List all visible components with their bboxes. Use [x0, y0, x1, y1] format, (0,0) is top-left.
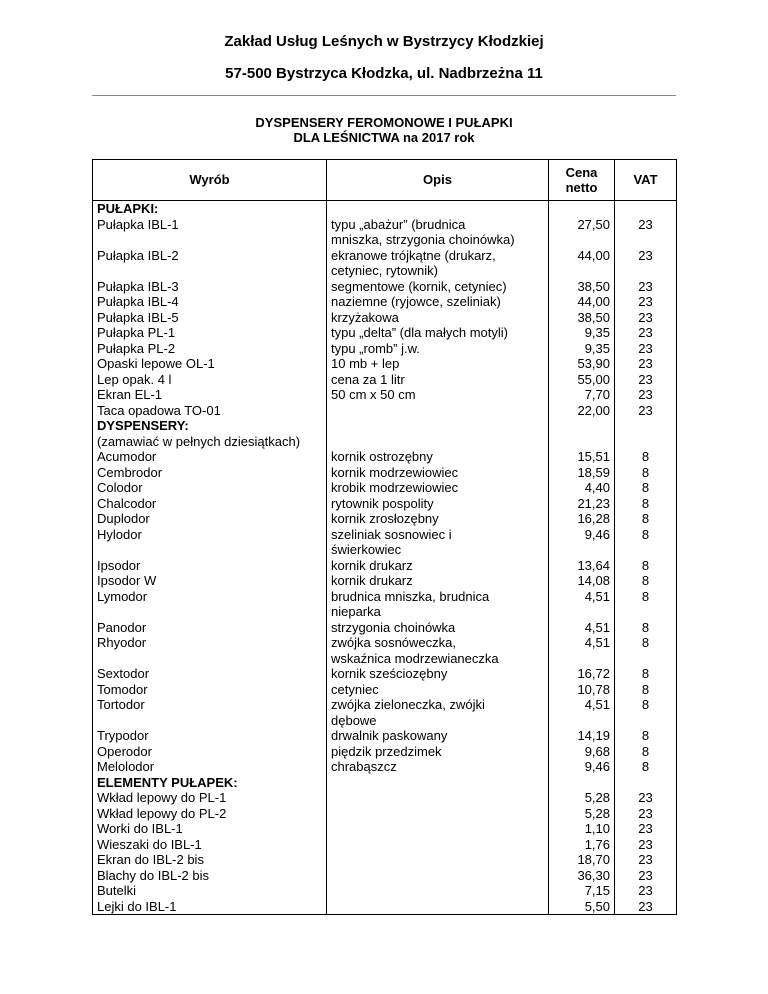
document-title: DYSPENSERY FEROMONOWE I PUŁAPKI	[255, 115, 513, 130]
cell-line: Chalcodor	[97, 495, 157, 511]
cell-line: 7,70	[584, 387, 610, 402]
cell-line: Lep opak. 4 l	[97, 371, 172, 387]
cell-vat	[615, 418, 677, 434]
table-row	[93, 217, 677, 248]
cell-line: 23	[638, 852, 653, 867]
cell-product	[93, 201, 327, 217]
cell-line: 8	[641, 557, 650, 573]
cell-line	[331, 883, 544, 899]
cell-line: Lymodor	[97, 588, 148, 604]
cell-line: dębowe	[331, 712, 377, 728]
cell-line	[331, 821, 544, 837]
cell-line: 14,08	[577, 573, 610, 588]
cell-line: kornik zrosłozębny	[331, 511, 439, 526]
table-row	[93, 434, 677, 450]
cell-line: Pułapka PL-1	[97, 325, 176, 340]
cell-line: 23	[638, 278, 653, 294]
cell-line: 8	[641, 495, 650, 511]
table-row	[93, 728, 677, 775]
cell-net-price	[549, 248, 615, 279]
cell-product	[93, 217, 327, 248]
cell-description	[327, 434, 549, 450]
cell-line	[97, 604, 322, 620]
cell-line: cetyniec	[331, 681, 379, 697]
cell-vat	[615, 434, 677, 450]
cell-line: 8	[641, 526, 650, 542]
cell-line: Blachy do IBL-2 bis	[97, 867, 210, 883]
cell-line: 1,76	[584, 836, 610, 852]
column-header-description: Opis	[327, 160, 549, 201]
cell-line: rytownik pospolity	[331, 495, 434, 511]
cell-line: 4,40	[584, 480, 610, 495]
cell-vat	[615, 620, 677, 667]
cell-vat	[615, 790, 677, 915]
cell-product	[93, 775, 327, 791]
cell-description	[327, 217, 549, 248]
cell-line: DYSPENSERY:	[97, 418, 189, 433]
cell-line: 4,51	[584, 635, 610, 650]
cell-product	[93, 248, 327, 279]
cell-line: 27,50	[577, 216, 610, 232]
cell-line: 23	[638, 340, 653, 356]
cell-line: wskaźnica modrzewianeczka	[331, 650, 499, 666]
cell-line: 8	[641, 697, 650, 712]
cell-line: typu „abażur” (brudnica	[331, 216, 466, 232]
cell-line: szeliniak sosnowiec i	[331, 526, 452, 542]
cell-line: 23	[638, 790, 653, 805]
cell-line: 8	[641, 573, 650, 588]
cell-line: 44,00	[577, 294, 610, 309]
cell-line: 23	[638, 821, 653, 836]
company-name: Zakład Usług Leśnych w Bystrzycy Kłodzkiej	[224, 33, 544, 50]
cell-line	[97, 651, 322, 667]
cell-line: kornik sześciozębny	[331, 666, 448, 681]
cell-description	[327, 248, 549, 279]
cell-product	[93, 558, 327, 620]
table-row	[93, 201, 677, 217]
cell-line: 18,70	[577, 852, 610, 867]
cell-line: 9,68	[584, 743, 610, 759]
cell-line: krobik modrzewiowiec	[331, 480, 459, 495]
cell-line	[331, 418, 544, 434]
table-row	[93, 279, 677, 419]
cell-line: Ekran EL-1	[97, 387, 163, 402]
cell-line: Wkład lepowy do PL-2	[97, 805, 227, 821]
cell-line: 1,10	[584, 821, 610, 836]
cell-product	[93, 728, 327, 775]
document-subtitle: DLA LEŚNICTWA na 2017 rok	[293, 130, 475, 145]
cell-line	[331, 837, 544, 853]
cell-line: Melolodor	[97, 759, 155, 774]
cell-line: 23	[638, 898, 653, 914]
cell-line	[553, 775, 610, 791]
cell-line: 23	[638, 402, 653, 418]
cell-line: kornik modrzewiowiec	[331, 464, 459, 480]
cell-description	[327, 558, 549, 620]
table-row	[93, 449, 677, 558]
cell-description	[327, 449, 549, 558]
cell-line: 22,00	[577, 402, 610, 418]
cell-line: Worki do IBL-1	[97, 821, 183, 836]
cell-vat	[615, 279, 677, 419]
cell-line	[97, 232, 322, 248]
cell-net-price	[549, 418, 615, 434]
cell-line: brudnica mniszka, brudnica	[331, 588, 490, 604]
cell-line: 23	[638, 387, 653, 402]
cell-line: Operodor	[97, 743, 152, 759]
cell-line: ELEMENTY PUŁAPEK:	[97, 774, 238, 790]
cell-line: 5,50	[584, 898, 610, 914]
column-header-product: Wyrób	[93, 160, 327, 201]
cell-line	[553, 713, 610, 729]
cell-line: Opaski lepowe OL-1	[97, 356, 215, 371]
cell-line: 50 cm x 50 cm	[331, 387, 416, 402]
cell-description	[327, 620, 549, 667]
cell-line: Acumodor	[97, 449, 157, 464]
table-header-row	[93, 160, 677, 201]
cell-description	[327, 201, 549, 217]
cell-line	[331, 806, 544, 822]
cell-line: Hylodor	[97, 526, 142, 542]
cell-description	[327, 790, 549, 915]
cell-line	[97, 542, 322, 558]
cell-line: 13,64	[577, 557, 610, 573]
cell-line	[553, 542, 610, 558]
cell-line: drwalnik paskowany	[331, 728, 448, 743]
cell-line	[331, 868, 544, 884]
cell-line: Rhyodor	[97, 635, 147, 650]
cell-product	[93, 620, 327, 667]
cell-line: 8	[641, 480, 650, 495]
cell-line	[619, 651, 672, 667]
cell-line: 23	[638, 294, 653, 309]
cell-line: (zamawiać w pełnych dziesiątkach)	[97, 433, 301, 449]
cell-line: mniszka, strzygonia choinówka)	[331, 232, 515, 247]
cell-line: 23	[638, 309, 653, 325]
cell-net-price	[549, 620, 615, 667]
cell-line	[97, 713, 322, 729]
cell-line: 8	[641, 511, 650, 526]
cell-line: 55,00	[577, 371, 610, 387]
cell-line: Tomodor	[97, 681, 148, 697]
cell-net-price	[549, 728, 615, 775]
cell-line	[619, 263, 672, 279]
company-address: 57-500 Bystrzyca Kłodzka, ul. Nadbrzeżna 11	[225, 65, 543, 82]
cell-line: 23	[638, 356, 653, 371]
cell-vat	[615, 728, 677, 775]
cell-description	[327, 728, 549, 775]
cell-line: Pułapka IBL-1	[97, 216, 179, 232]
cell-line: zwójka sosnóweczka,	[331, 635, 456, 650]
cell-product	[93, 279, 327, 419]
cell-line: 4,51	[584, 588, 610, 604]
cell-line: 5,28	[584, 805, 610, 821]
cell-net-price	[549, 434, 615, 450]
cell-line: Ipsodor W	[97, 573, 157, 588]
column-header-vat: VAT	[615, 160, 677, 201]
cell-line: 23	[638, 867, 653, 883]
cell-line: typu „romb” j.w.	[331, 340, 420, 356]
cell-line: Taca opadowa TO-01	[97, 402, 221, 418]
cell-line: świerkowiec	[331, 542, 402, 557]
cell-line	[619, 542, 672, 558]
cell-line	[331, 790, 544, 806]
cell-line: kornik drukarz	[331, 557, 413, 573]
cell-line: 23	[638, 836, 653, 852]
cell-line: 16,28	[577, 511, 610, 526]
cell-line: Wieszaki do IBL-1	[97, 836, 202, 852]
cell-line: kornik drukarz	[331, 573, 413, 588]
cell-line	[331, 434, 544, 450]
cell-net-price	[549, 279, 615, 419]
cell-line: 21,23	[577, 495, 610, 511]
cell-line	[553, 232, 610, 248]
cell-line	[619, 201, 672, 217]
cell-line: Panodor	[97, 619, 147, 635]
table-row	[93, 558, 677, 620]
cell-product	[93, 449, 327, 558]
cell-net-price	[549, 201, 615, 217]
cell-line	[553, 434, 610, 450]
cell-line: 10 mb + lep	[331, 356, 400, 371]
cell-line: 36,30	[577, 867, 610, 883]
cell-line	[331, 852, 544, 868]
price-table	[92, 159, 677, 915]
cell-line: 18,59	[577, 464, 610, 480]
cell-line: 23	[638, 883, 653, 898]
cell-line: 23	[638, 247, 653, 263]
cell-line: 8	[641, 728, 650, 743]
cell-line	[97, 263, 322, 279]
table-row	[93, 248, 677, 279]
cell-line: cetyniec, rytownik)	[331, 263, 438, 278]
table-body	[93, 201, 677, 915]
cell-line	[553, 651, 610, 667]
cell-line: 23	[638, 805, 653, 821]
cell-line: 4,51	[584, 697, 610, 712]
cell-line: Tortodor	[97, 697, 145, 712]
cell-line: 10,78	[577, 681, 610, 697]
cell-line: 9,46	[584, 759, 610, 774]
cell-vat	[615, 217, 677, 248]
cell-line	[619, 713, 672, 729]
cell-product	[93, 418, 327, 434]
cell-line: 23	[638, 216, 653, 232]
cell-line	[553, 418, 610, 434]
cell-line: 8	[641, 464, 650, 480]
cell-line: PUŁAPKI:	[97, 201, 159, 216]
table-row	[93, 620, 677, 667]
cell-line	[619, 775, 672, 791]
cell-line	[553, 263, 610, 279]
cell-line: Lejki do IBL-1	[97, 898, 177, 914]
cell-line: strzygonia choinówka	[331, 619, 456, 635]
cell-line: 15,51	[577, 449, 610, 464]
cell-line: 9,35	[584, 325, 610, 340]
cell-line: Duplodor	[97, 511, 150, 526]
cell-description	[327, 666, 549, 728]
cell-line	[553, 604, 610, 620]
cell-line: Pułapka PL-2	[97, 340, 176, 356]
cell-line	[619, 604, 672, 620]
cell-line: 8	[641, 588, 650, 604]
cell-line: Colodor	[97, 480, 143, 495]
cell-line	[331, 201, 544, 217]
cell-net-price	[549, 558, 615, 620]
cell-line: 8	[641, 666, 650, 681]
cell-line	[619, 434, 672, 450]
cell-line: 8	[641, 635, 650, 650]
cell-line: 44,00	[577, 247, 610, 263]
cell-line	[553, 201, 610, 217]
cell-net-price	[549, 217, 615, 248]
cell-line: Pułapka IBL-2	[97, 247, 179, 263]
cell-description	[327, 279, 549, 419]
cell-line: 38,50	[577, 309, 610, 325]
table-row	[93, 418, 677, 434]
cell-line: typu „delta” (dla małych motyli)	[331, 325, 508, 340]
cell-line: 9,35	[584, 340, 610, 356]
cell-vat	[615, 449, 677, 558]
cell-vat	[615, 558, 677, 620]
table-row	[93, 775, 677, 791]
cell-line: Ipsodor	[97, 557, 141, 573]
cell-line: Pułapka IBL-4	[97, 294, 179, 309]
cell-line: Pułapka IBL-5	[97, 309, 179, 325]
cell-line: 16,72	[577, 666, 610, 681]
cell-line: kornik ostrozębny	[331, 449, 433, 464]
cell-vat	[615, 201, 677, 217]
cell-line: Trypodor	[97, 728, 149, 743]
cell-line: chrabąszcz	[331, 759, 397, 774]
cell-line: 8	[641, 449, 650, 464]
header-divider	[92, 95, 676, 96]
cell-description	[327, 775, 549, 791]
cell-vat	[615, 248, 677, 279]
cell-line: Butelki	[97, 883, 137, 898]
cell-line: zwójka zieloneczka, zwójki	[331, 697, 485, 712]
cell-line: 9,46	[584, 526, 610, 542]
cell-line: Cembrodor	[97, 464, 163, 480]
cell-line: 8	[641, 759, 650, 774]
cell-product	[93, 666, 327, 728]
cell-net-price	[549, 666, 615, 728]
cell-net-price	[549, 775, 615, 791]
table-row	[93, 666, 677, 728]
cell-line: piędzik przedzimek	[331, 743, 442, 759]
cell-product	[93, 434, 327, 450]
cell-description	[327, 418, 549, 434]
cell-line: 7,15	[584, 883, 610, 898]
cell-line	[619, 232, 672, 248]
cell-line: cena za 1 litr	[331, 371, 405, 387]
cell-vat	[615, 775, 677, 791]
cell-line: naziemne (ryjowce, szeliniak)	[331, 294, 501, 309]
cell-line: 8	[641, 619, 650, 635]
cell-line: 23	[638, 325, 653, 340]
table-row	[93, 790, 677, 915]
cell-line: Wkład lepowy do PL-1	[97, 790, 227, 805]
cell-line	[619, 418, 672, 434]
cell-line: nieparka	[331, 604, 381, 619]
cell-line: segmentowe (kornik, cetyniec)	[331, 278, 507, 294]
cell-line: Pułapka IBL-3	[97, 278, 179, 294]
column-header-net-price: Cena netto	[549, 160, 615, 201]
cell-line	[331, 775, 544, 791]
cell-line: 8	[641, 743, 650, 759]
cell-line: krzyżakowa	[331, 309, 399, 325]
cell-vat	[615, 666, 677, 728]
cell-line: 14,19	[577, 728, 610, 743]
cell-line: Sextodor	[97, 666, 150, 681]
cell-line	[331, 899, 544, 915]
cell-net-price	[549, 449, 615, 558]
cell-line: 23	[638, 371, 653, 387]
cell-product	[93, 790, 327, 915]
cell-line: ekranowe trójkątne (drukarz,	[331, 247, 496, 263]
cell-line: 38,50	[577, 278, 610, 294]
cell-line: 4,51	[584, 619, 610, 635]
cell-line: 5,28	[584, 790, 610, 805]
cell-line: 53,90	[577, 356, 610, 371]
cell-line	[331, 403, 544, 419]
cell-line: 8	[641, 681, 650, 697]
cell-line: Ekran do IBL-2 bis	[97, 852, 204, 867]
cell-net-price	[549, 790, 615, 915]
